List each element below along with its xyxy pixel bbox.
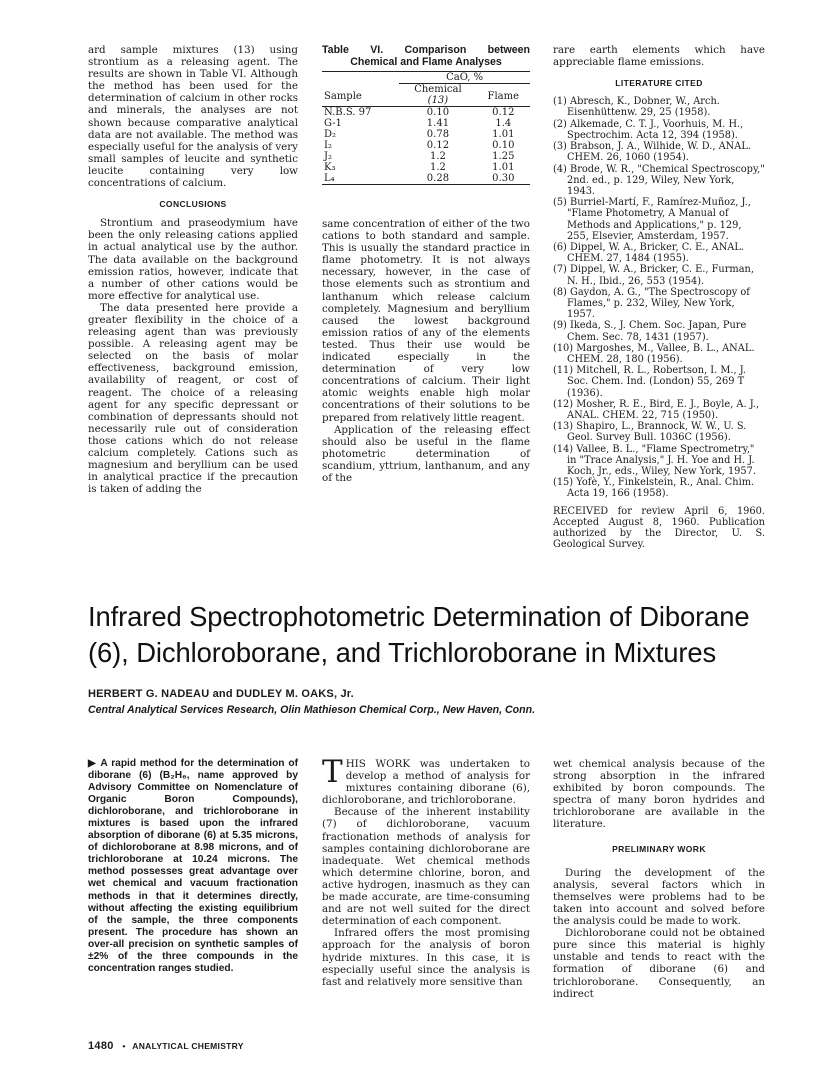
table-cell-chemical: 0.12: [426, 140, 450, 151]
page-footer: [88, 1040, 244, 1052]
reference-item: (7) Dippel, W. A., Bricker, C. E., Furman, N. H., Ibid., 26, 553 (1954).: [553, 264, 754, 287]
page-number: 1480: [88, 1040, 114, 1052]
reference-item: (10) Margoshes, M., Vallee, B. L., ANAL. CHEM. 28, 180 (1956).: [553, 342, 755, 365]
reference-item: (9) Ikeda, S., J. Chem. Soc. Japan, Pure Chem. Sec. 78, 1431 (1957).: [553, 320, 747, 343]
table-cell-flame: 1.01: [492, 129, 515, 140]
reference-item: (13) Shapiro, L., Brannock, W. W., U. S. Geol. Survey Bull. 1036C (1956).: [553, 421, 747, 444]
paragraph: same concentration of either of the two cations to both standard and sample. This is usually the standard practice in flame photometry. It is not always necessary, however, in the case of those elements such as strontium and lanthanum which release calcium completely. Magnesium and beryllium caused the lowest background emission ratios of any of the elements tested. Thus their use would be indicated especially in the determination of very low concentrations of calcium. Their light atomic weights enable high molar concentrations of their solutions to be prepared from relatively little reagent.: [322, 218, 530, 424]
reference-item: (11) Mitchell, R. L., Robertson, I. M., J. Soc. Chem. Ind. (London) 55, 269 T (1936).: [553, 365, 747, 399]
table-row: [322, 107, 530, 118]
table-cell-flame: 0.30: [492, 173, 515, 184]
article-title-line1: Infrared Spectrophotometric Determination of Diborane: [88, 601, 750, 632]
paragraph: Infrared offers the most promising approach for the analysis of boron hydride mixtures. In this case, it is especially useful since the analysis is fast and relatively more sensitive than: [322, 927, 530, 988]
table-cell-chemical: 1.2: [429, 162, 446, 173]
article-authors: HERBERT G. NADEAU and DUDLEY M. OAKS, Jr.: [88, 688, 354, 700]
abstract: [88, 758, 298, 975]
table-cell-sample: G-1: [324, 118, 342, 129]
intro-paragraph: [322, 754, 530, 807]
section-heading-literature-cited: LITERATURE CITED: [615, 78, 703, 89]
table-cell-sample: K₃: [324, 162, 336, 173]
table-cell-sample: J₂: [324, 151, 333, 162]
abstract-text: A rapid method for the determination of diborane (6) (B₂H₆, name approved by Advisory Committee on Nomenclature of Organic Boron Compounds), dichloroborane, and trichloroborane in mixtures is based upon the infrared absorption of diborane (6) at 5.35 microns, of dichloroborane at 8.98 microns, and of trichloroborane at 10.24 microns. The method possesses great advantage over wet chemical and vacuum fractionation methods in that it determines directly, without affecting the existing equilibrium of the sample, the three components present. The procedure has shown an over-all precision on synthetic samples of ±2% of the three compounds in the concentration ranges studied.: [88, 758, 298, 974]
paragraph: Strontium and praseodymium have been the only releasing cations applied in actual analytical use by the author. The data available on the background emission ratios, however, indicate that a number of other cations would be more effective for analytical use.: [88, 217, 298, 302]
table-vi-grid: [322, 71, 530, 185]
column-1-top: [88, 44, 298, 495]
article-affiliation: Central Analytical Services Research, Olin Mathieson Chemical Corp., New Haven, Conn.: [88, 704, 536, 716]
journal-name: ANALYTICAL CHEMISTRY: [132, 1041, 244, 1051]
reference-item: (8) Gaydon, A. G., "The Spectroscopy of Flames," p. 232, Wiley, New York, 1957.: [553, 286, 750, 321]
received-label: RECEIVED: [553, 505, 609, 517]
table-cell-sample: L₄: [324, 173, 335, 184]
abstract-marker-icon: ▶: [88, 758, 97, 769]
reference-item: (4) Brode, W. R., "Chemical Spectroscopy," 2nd. ed., p. 129, Wiley, New York, 1943.: [553, 163, 765, 197]
paragraph: Application of the releasing effect should also be useful in the flame photometric determination of scandium, yttrium, lanthanum, and any of the: [322, 423, 530, 484]
table-row: [322, 162, 530, 173]
table-cell-chemical: 0.10: [426, 107, 450, 118]
table-cell-chemical: 0.78: [426, 129, 450, 140]
table-title-line2: Chemical and Flame Analyses: [350, 56, 502, 68]
table-title: [322, 44, 530, 68]
intro-smallcaps: HIS WORK: [345, 758, 411, 770]
table-cell-sample: N.B.S. 97: [324, 107, 372, 118]
reference-item: (3) Brabson, J. A., Wilhide, W. D., ANAL. CHEM. 26, 1060 (1954).: [553, 141, 751, 164]
table-header-chemical: [399, 84, 476, 107]
paragraph: During the development of the analysis, several factors which in themselves were problems had to be taken into account and solved before the analysis could be made to work.: [553, 866, 765, 928]
table-cell-flame: 1.25: [492, 151, 515, 162]
table-cell-sample: I₂: [324, 140, 332, 151]
paragraph: rare earth elements which have appreciable flame emissions.: [553, 44, 765, 69]
paragraph: wet chemical analysis because of the strong absorption in the infrared exhibited by boron compounds. The spectra of many boron hydrides and trichloroborane are available in the literature.: [553, 758, 765, 831]
paragraph: Dichloroborane could not be obtained pure since this material is highly unstable and tends to react with the formation of diborane (6) and trichloroborane. Consequently, an indirect: [553, 927, 765, 1000]
column-2-top: [322, 44, 530, 484]
paragraph: The data presented here provide a greater flexibility in the choice of a releasing agent than was previously possible. A releasing agent may be selected on the basis of molar effectiveness, background emission, availability of reagent, or cost of reagent. The choice of a releasing agent for any specific depressant or combination of depressants should not necessarily rule out of consideration those cations which do not release calcium completely. Cations such as magnesium and beryllium can be used in analytical practice if the precaution is taken of adding the: [88, 301, 298, 496]
reference-item: (2) Alkemade, C. T. J., Voorhuis, M. H., Spectrochim. Acta 12, 394 (1958).: [553, 118, 744, 141]
table-cell-chemical: 0.28: [426, 173, 450, 184]
section-heading-conclusions: CONCLUSIONS: [159, 199, 227, 210]
column-3-bottom: [553, 758, 765, 1000]
reference-item: (12) Mosher, R. E., Bird, E. J., Boyle, A. J., ANAL. CHEM. 22, 715 (1950).: [553, 398, 760, 421]
table-cell-chemical: 1.41: [426, 118, 450, 129]
reference-list: [553, 96, 765, 499]
article-title-line2: (6), Dichloroborane, and Trichloroborane in Mixtures: [88, 637, 717, 668]
reference-item: (5) Burriel-Martí, F., Ramírez-Muñoz, J., "Flame Photometry, A Manual of Methods and Applications," p. 129, 255, Elsevier, Amsterdam, 1957.: [553, 197, 751, 242]
table-header-chemical-line2: (13): [427, 95, 449, 106]
reference-item: (1) Abresch, K., Dobner, W., Arch. Eisenhüttenw. 29, 25 (1958).: [553, 96, 720, 119]
footer-bullet-icon: •: [122, 1041, 126, 1051]
table-cell-flame: 0.10: [492, 140, 515, 151]
table-row: [322, 140, 530, 151]
reference-item: (14) Vallee, B. L., "Flame Spectrometry," in "Trace Analysis," J. H. Yoe and H. J. Koch, Jr., eds., Wiley, New York, 1957.: [553, 443, 756, 477]
table-cell-sample: D₂: [324, 129, 337, 140]
column-3-top: [553, 44, 765, 550]
table-vi: [322, 44, 530, 185]
article-title: [88, 599, 768, 671]
table-cell-chemical: 1.2: [429, 151, 446, 162]
table-cell-flame: 1.01: [492, 162, 515, 173]
received-text: for review April 6, 1960. Accepted August 8, 1960. Publication authorized by the Director, U. S. Geological Survey.: [553, 505, 765, 551]
drop-cap: T: [322, 754, 343, 790]
paragraph: Because of the inherent instability (7) of dichloroborane, vacuum fractionation methods of analysis for samples containing dichloroborane are inadequate. Wet chemical methods which determine chlorine, boron, and active hydrogen, inasmuch as they can be made accurate, are time-consuming and are not well suited for the direct determination of each component.: [322, 806, 530, 928]
table-spanner: CaO, %: [399, 72, 530, 84]
section-heading-preliminary-work: PRELIMINARY WORK: [612, 843, 706, 854]
table-cell-flame: 1.4: [495, 118, 512, 129]
table-row: [322, 151, 530, 162]
reference-item: (6) Dippel, W. A., Bricker, C. E., ANAL. CHEM. 27, 1484 (1955).: [553, 241, 744, 265]
paragraph: ard sample mixtures (13) using strontium as a releasing agent. The results are shown in Table VI. Although the method has been used for the determination of calcium in other rocks and minerals, the analyses are not shown because comparative analytical data are not available. The method was especially useful for the analysis of very small samples of leucite and synthetic leucite containing very low concentrations of calcium.: [88, 44, 298, 190]
received-note: [553, 506, 765, 551]
table-title-line1: Table VI. Comparison between: [322, 44, 530, 56]
table-cell-flame: 0.12: [492, 107, 515, 118]
reference-item: (15) Yofè, Y., Finkelstein, R., Anal. Chim. Acta 19, 166 (1958).: [553, 477, 755, 500]
table-header-chemical-line1: Chemical: [414, 84, 462, 95]
table-row: [322, 118, 530, 129]
column-2-bottom: [322, 754, 530, 988]
table-row: [322, 129, 530, 140]
intro-text: was undertaken to develop a method of analysis for mixtures containing diborane (6), dichloroborane, and trichloroborane.: [322, 758, 530, 807]
table-header-sample: Sample: [324, 90, 362, 102]
table-row: [322, 173, 530, 185]
table-header-flame: Flame: [487, 91, 520, 102]
